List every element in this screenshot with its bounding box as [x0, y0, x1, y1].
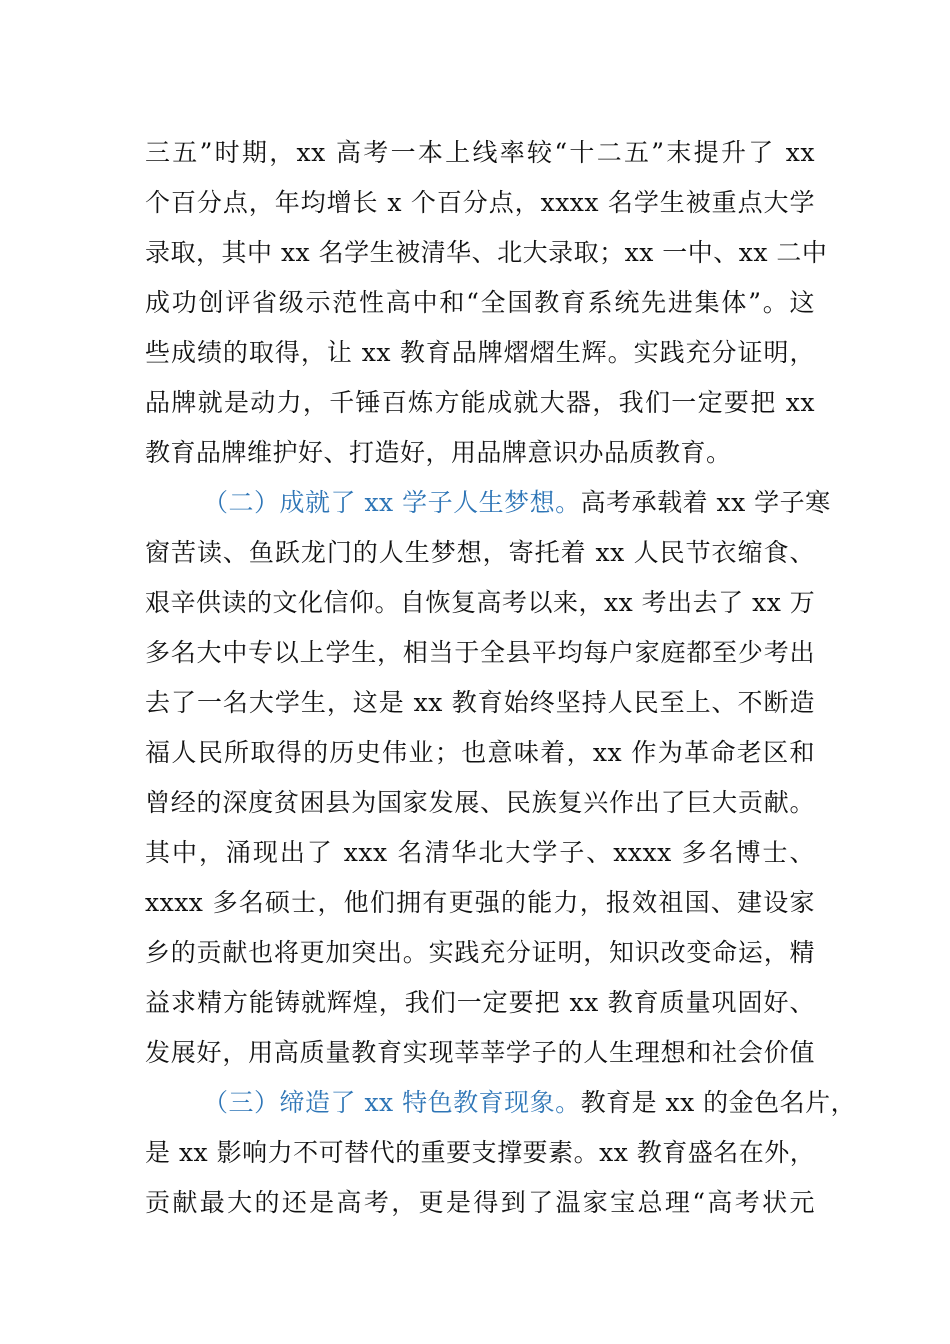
paragraph-line: 是 xx 影响力不可替代的重要支撑要素。xx 教育盛名在外， [145, 1138, 816, 1167]
section-two-first-line [145, 478, 831, 528]
paragraph-line: 乡的贡献也将更加突出。实践充分证明，知识改变命运，精 [145, 938, 815, 967]
paragraph-line: 成功创评省级示范性高中和“全国教育系统先进集体”。这 [145, 288, 815, 317]
paragraph-line: 录取，其中 xx 名学生被清华、北大录取；xx 一中、xx 二中 [145, 238, 828, 267]
paragraph-line: 益求精方能铸就辉煌，我们一定要把 xx 教育质量巩固好、 [145, 988, 815, 1017]
paragraph-line: 品牌就是动力，千锤百炼方能成就大器，我们一定要把 xx [145, 388, 815, 417]
body-text [145, 128, 857, 1228]
paragraph-line: 福人民所取得的历史伟业；也意味着，xx 作为革命老区和 [145, 738, 815, 767]
paragraph-line: 艰辛供读的文化信仰。自恢复高考以来，xx 考出去了 xx 万 [145, 588, 816, 617]
paragraph-line: 去了一名大学生，这是 xx 教育始终坚持人民至上、不断造 [145, 688, 815, 717]
paragraph-line: xxxx 多名硕士，他们拥有更强的能力，报效祖国、建设家 [145, 888, 815, 917]
paragraph-line: 曾经的深度贫困县为国家发展、民族复兴作出了巨大贡献。 [145, 788, 815, 817]
paragraph-line: 个百分点，年均增长 x 个百分点，xxxx 名学生被重点大学 [145, 188, 815, 217]
section-two-lead-text: 高考承载着 xx 学子寒 [580, 488, 831, 517]
paragraph-line: 窗苦读、鱼跃龙门的人生梦想，寄托着 xx 人民节衣缩食、 [145, 538, 815, 567]
section-three-lead-text: 教育是 xx 的金色名片， [580, 1088, 857, 1117]
section-three-heading: （三）缔造了 xx 特色教育现象。 [203, 1088, 581, 1117]
section-two-heading: （二）成就了 xx 学子人生梦想。 [203, 488, 581, 517]
paragraph-line: 些成绩的取得，让 xx 教育品牌熠熠生辉。实践充分证明， [145, 338, 815, 367]
paragraph-line: 三五”时期，xx 高考一本上线率较“十二五”末提升了 xx [145, 138, 815, 167]
paragraph-line: 发展好，用高质量教育实现莘莘学子的人生理想和社会价值 [145, 1038, 815, 1067]
paragraph-line: 教育品牌维护好、打造好，用品牌意识办品质教育。 [145, 438, 732, 467]
paragraph-line: 多名大中专以上学生，相当于全县平均每户家庭都至少考出 [145, 638, 815, 667]
section-three-first-line [145, 1078, 857, 1128]
paragraph-line: 其中，涌现出了 xxx 名清华北大学子、xxxx 多名博士、 [145, 838, 815, 867]
paragraph-line: 贡献最大的还是高考，更是得到了温家宝总理“高考状元 [145, 1188, 815, 1217]
